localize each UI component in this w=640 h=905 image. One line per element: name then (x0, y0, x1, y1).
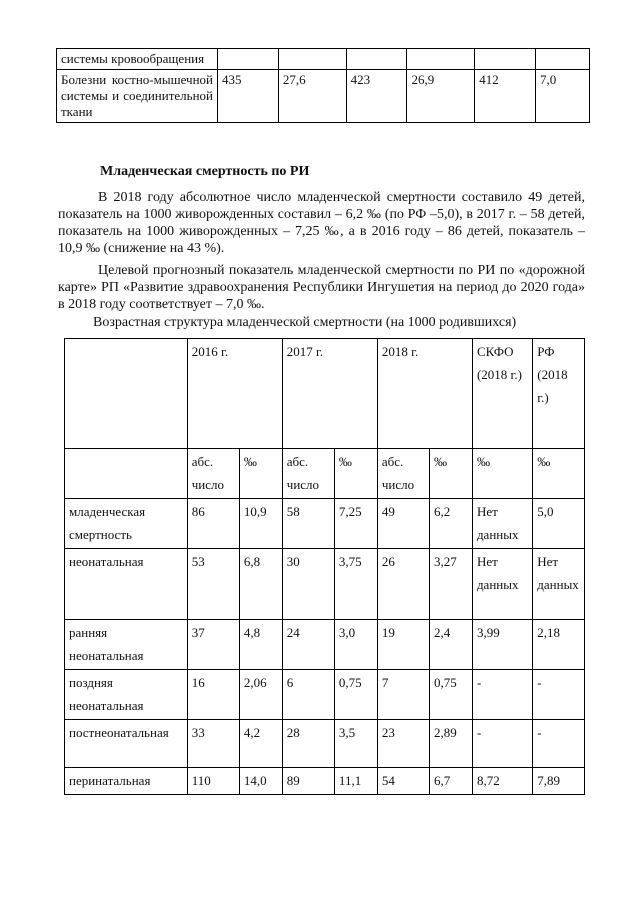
subheader-abs: абс. число (187, 449, 239, 499)
subheader-abs: абс. число (282, 449, 334, 499)
table-cell: 2,89 (430, 720, 473, 768)
subheader-permille: ‰ (533, 449, 585, 499)
table-cell: 0,75 (430, 670, 473, 720)
table-cell: 435 (218, 70, 279, 123)
header-skfo: СКФО (2018 г.) (472, 339, 532, 449)
paragraph-target-indicator: Целевой прогнозный показатель младенческой смертности по РИ по «дорожной карте» РП «Развитие здравоохранения Республики Ингушетия на период до 2020 года» в 2018 году соответствует – 7,0 ‰. (58, 263, 585, 312)
table-cell: 8,72 (472, 768, 532, 795)
table-cell: 7,89 (533, 768, 585, 795)
table-subheader-row (65, 449, 585, 499)
table-cell: 37 (187, 620, 239, 670)
table-cell: 412 (475, 70, 536, 123)
section-heading: Младенческая смертность по РИ (100, 164, 310, 179)
subheader-abs: абс. число (377, 449, 429, 499)
subheader-permille: ‰ (334, 449, 377, 499)
table-cell: 53 (187, 549, 239, 620)
table-caption: Возрастная структура младенческой смертности (на 1000 родившихся) (93, 315, 517, 330)
subheader-empty-cell (65, 449, 188, 499)
table-cell: 33 (187, 720, 239, 768)
table-cell: 7 (377, 670, 429, 720)
table-header-row (65, 339, 585, 449)
header-empty-cell (65, 339, 188, 449)
row-label: системы кровообращения (57, 49, 218, 70)
subheader-permille: ‰ (239, 449, 282, 499)
table-row (57, 49, 590, 70)
table-cell: 14,0 (239, 768, 282, 795)
table-cell: 423 (346, 70, 407, 123)
table-cell (218, 49, 279, 70)
table-cell (278, 49, 346, 70)
table-cell: Нет данных (533, 549, 585, 620)
paragraph-infant-mortality: В 2018 году абсолютное число младенческой смертности составило 49 детей, показатель на 1000 живорожденных составил – 6,2 ‰ (по РФ –5,0), в 2017 г. – 58 детей, показатель на 1000 живорожденных – 7,25 ‰, а в 2016 году – 86 детей, показатель – 10,9 ‰ (снижение на 43 %). (58, 190, 585, 256)
table-cell: 6,7 (430, 768, 473, 795)
table-cell: 26 (377, 549, 429, 620)
table-cell: 16 (187, 670, 239, 720)
table-row (65, 499, 585, 549)
table-cell: 6,8 (239, 549, 282, 620)
table-cell: 3,99 (472, 620, 532, 670)
table-cell: - (472, 720, 532, 768)
table-cell: 6,2 (430, 499, 473, 549)
table-cell: 11,1 (334, 768, 377, 795)
table-cell: 3,27 (430, 549, 473, 620)
header-rf: РФ (2018 г.) (533, 339, 585, 449)
table-cell: 54 (377, 768, 429, 795)
row-label: ранняя неонатальная (65, 620, 188, 670)
table-cell: 10,9 (239, 499, 282, 549)
header-2017: 2017 г. (282, 339, 377, 449)
row-label: перинатальная (65, 768, 188, 795)
table-cell: 86 (187, 499, 239, 549)
continued-disease-table (56, 48, 590, 123)
table-cell (475, 49, 536, 70)
table-row (65, 720, 585, 768)
header-2018: 2018 г. (377, 339, 472, 449)
header-2016: 2016 г. (187, 339, 282, 449)
table-row (65, 670, 585, 720)
table-cell: - (472, 670, 532, 720)
table-cell: - (533, 720, 585, 768)
table-cell: 2,18 (533, 620, 585, 670)
table-cell (407, 49, 475, 70)
table-cell: 7,0 (536, 70, 590, 123)
table-cell: 28 (282, 720, 334, 768)
infant-mortality-table (64, 338, 585, 795)
table-cell: - (533, 670, 585, 720)
table-cell: 30 (282, 549, 334, 620)
table-cell: 2,4 (430, 620, 473, 670)
table-cell: 3,75 (334, 549, 377, 620)
table-cell: Нет данных (472, 549, 532, 620)
table-cell: 7,25 (334, 499, 377, 549)
table-cell: 49 (377, 499, 429, 549)
table-row (65, 620, 585, 670)
row-label: Болезни костно-мышечной системы и соединительной ткани (57, 70, 218, 123)
row-label: постнеонатальная (65, 720, 188, 768)
subheader-permille: ‰ (472, 449, 532, 499)
table-row (65, 549, 585, 620)
table-cell: 23 (377, 720, 429, 768)
row-label: младенческая смертность (65, 499, 188, 549)
table-row (57, 70, 590, 123)
table-cell: 110 (187, 768, 239, 795)
table-cell: 0,75 (334, 670, 377, 720)
table-cell: 3,0 (334, 620, 377, 670)
table-cell: 27,6 (278, 70, 346, 123)
table-cell: 5,0 (533, 499, 585, 549)
table-cell: 3,5 (334, 720, 377, 768)
table-cell: Нет данных (472, 499, 532, 549)
table-cell: 24 (282, 620, 334, 670)
table-cell: 4,8 (239, 620, 282, 670)
table-cell (536, 49, 590, 70)
table-cell: 6 (282, 670, 334, 720)
table-cell: 26,9 (407, 70, 475, 123)
table-cell: 89 (282, 768, 334, 795)
table-cell: 19 (377, 620, 429, 670)
table-cell (346, 49, 407, 70)
table-cell: 4,2 (239, 720, 282, 768)
subheader-permille: ‰ (430, 449, 473, 499)
table-row (65, 768, 585, 795)
row-label: поздняя неонатальная (65, 670, 188, 720)
table-cell: 58 (282, 499, 334, 549)
row-label: неонатальная (65, 549, 188, 620)
table-cell: 2,06 (239, 670, 282, 720)
